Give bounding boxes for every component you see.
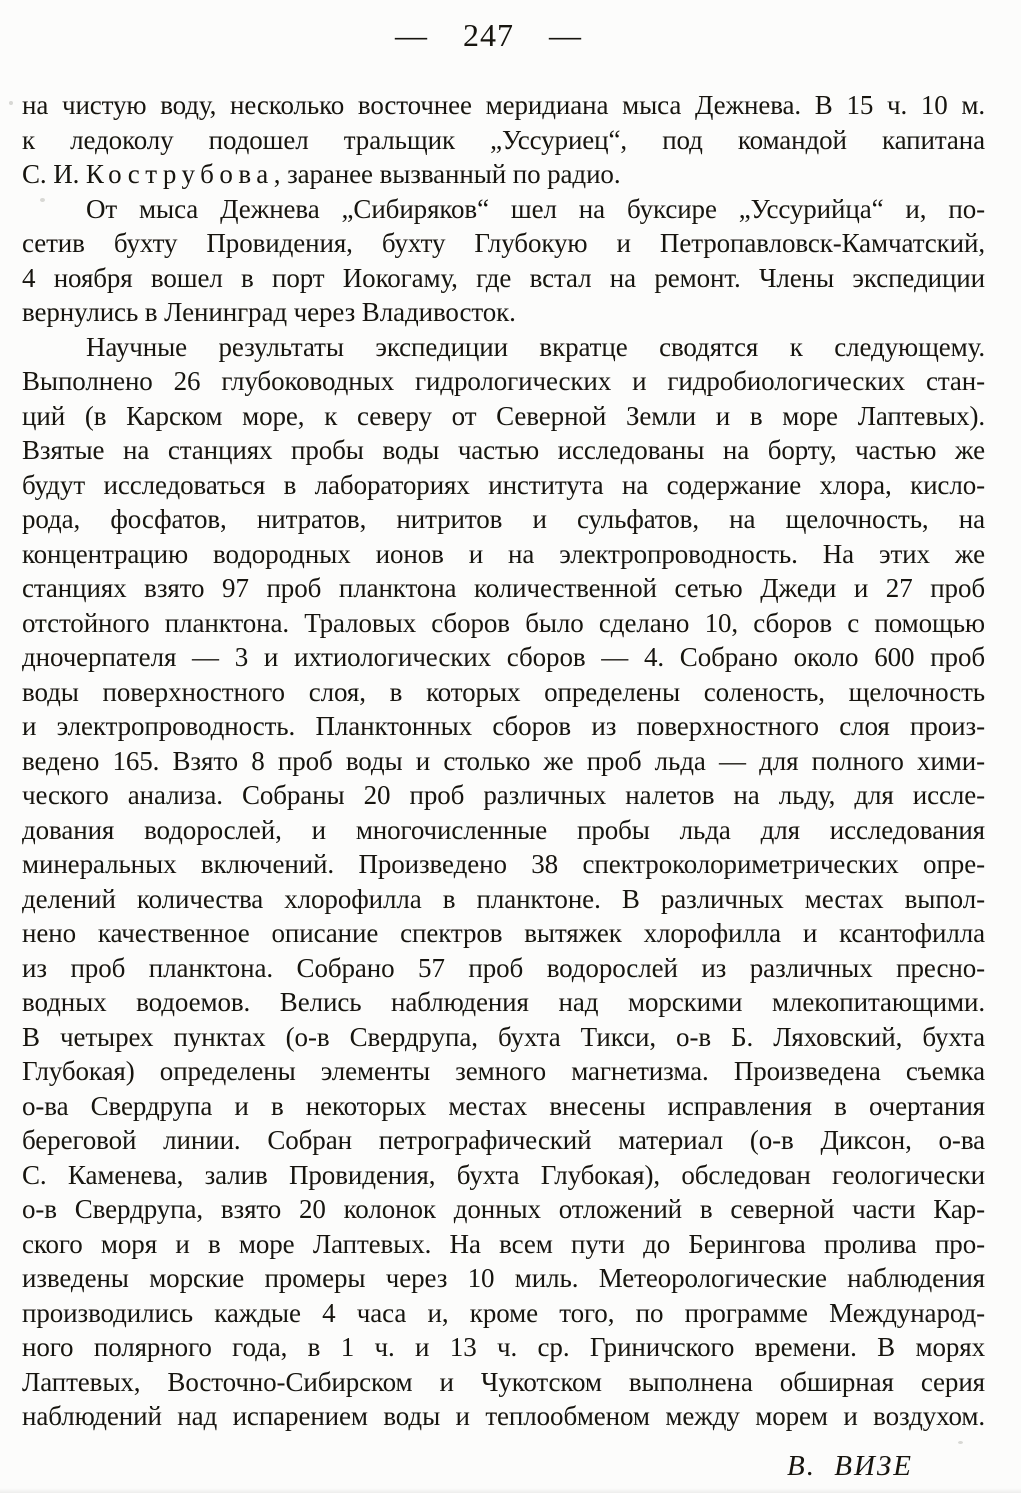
text-body [22, 88, 985, 1434]
text-line-p2-2: сетив бухту Провидения, бухту Глубокую и Петропавловск-Камчатский, [22, 228, 985, 258]
text-line-p3-23: о-ва Свердрупа и в некоторых местах внесены исправления в очертания [22, 1090, 985, 1121]
text-line-p3-14: ческого анализа. Собраны 20 проб различных налетов на льду, для иссле- [22, 780, 985, 810]
text-line-p3-21: В четырех пунктах (о-в Свердрупа, бухта Тикси, о-в Б. Ляховский, бухта [22, 1021, 985, 1052]
scan-speck [958, 1441, 963, 1444]
text-line-p3-30: ного полярного года, в 1 ч. и 13 ч. ср. Гриничского времени. В морях [22, 1332, 985, 1362]
text-line-p3-15: дования водорослей, и многочисленные пробы льда для исследования [22, 814, 985, 845]
text-line-p3-11: воды поверхностного слоя, в которых определены соленость, щелочность [22, 676, 985, 707]
text-line-p3-12: и электропроводность. Планктонных сборов из поверхностного слоя произ- [22, 711, 985, 741]
text-line-p3-19: из проб планктона. Собрано 57 проб водорослей из различных пресно- [22, 952, 985, 983]
scan-speck [9, 101, 13, 105]
text-line-p1-2: к ледоколу подошел тральщик „Уссуриец“, под командой капитана [22, 124, 985, 155]
letterspaced-name: Кострубова [85, 159, 274, 189]
text-line-p1-3: С. И. Кострубова, заранее вызванный по радио. [22, 159, 621, 189]
text-line-p3-4: Взятые на станциях пробы воды частью исследованы на борту, частью же [22, 435, 985, 465]
author-signature: В. ВИЗЕ [787, 1449, 913, 1482]
page-number-header: — 247 — [395, 17, 582, 53]
text-line-p3-3: ций (в Карском море, к северу от Северной Земли и в море Лаптевых). [22, 400, 985, 431]
text-line-p2-4: вернулись в Ленинград через Владивосток. [22, 297, 516, 327]
text-line-p3-26: о-в Свердрупа, взято 20 колонок донных отложений в северной части Кар- [22, 1194, 985, 1224]
text-line-p1-1: на чистую воду, несколько восточнее меридиана мыса Дежнева. В 15 ч. 10 м. [22, 90, 985, 120]
text-line-p3-13: ведено 165. Взято 8 проб воды и столько же проб льда — для полного хими- [22, 745, 985, 776]
text-line-p3-6: рода, фосфатов, нитратов, нитритов и сульфатов, на щелочность, на [22, 504, 985, 534]
text-line-p3-29: производились каждые 4 часа и, кроме того, по программе Международ- [22, 1297, 985, 1328]
text-line-p3-16: минеральных включений. Произведено 38 спектроколориметрических опре- [22, 849, 985, 879]
scan-speck [40, 198, 45, 202]
text-line-p3-31: Лаптевых, Восточно-Сибирском и Чукотском выполнена обширная серия [22, 1366, 985, 1397]
text-line-p3-28: изведены морские промеры через 10 миль. Метеорологические наблюдения [22, 1263, 985, 1293]
text-line-p3-17: делений количества хлорофилла в планктоне. В различных местах выпол- [22, 883, 985, 914]
text-line-p3-7: концентрацию водородных ионов и на электропроводность. На этих же [22, 538, 985, 569]
text-line-p3-20: водных водоемов. Велись наблюдения над морскими млекопитающими. [22, 987, 985, 1017]
text-line-p3-18: нено качественное описание спектров вытяжек хлорофилла и ксантофилла [22, 918, 985, 948]
text-line-p3-27: ского моря и в море Лаптевых. На всем пути до Берингова пролива про- [22, 1228, 985, 1259]
text-line-p3-9: отстойного планктона. Траловых сборов было сделано 10, сборов с помощью [22, 607, 985, 638]
text-line-p3-32: наблюдений над испарением воды и теплообменом между морем и воздухом. [22, 1401, 985, 1431]
text-line-p3-1: Научные результаты экспедиции вкратце сводятся к следующему. [86, 331, 985, 362]
text-line-p3-25: С. Каменева, залив Провидения, бухта Глубокая), обследован геологически [22, 1159, 985, 1190]
text-line-p2-1: От мыса Дежнева „Сибиряков“ шел на буксире „Уссурийца“ и, по- [86, 193, 985, 224]
text-line-p3-22: Глубокая) определены элементы земного магнетизма. Произведена съемка [22, 1056, 985, 1086]
text-line-p3-5: будут исследоваться в лабораториях института на содержание хлора, кисло- [22, 469, 985, 500]
text-line-p2-3: 4 ноября вошел в порт Иокогаму, где встал на ремонт. Члены экспедиции [22, 262, 985, 293]
text-line-p3-8: станциях взято 97 проб планктона количественной сетью Джеди и 27 проб [22, 573, 985, 603]
text-line-p3-10: дночерпателя — 3 и ихтиологических сборов — 4. Собрано около 600 проб [22, 642, 985, 672]
text-line-p3-2: Выполнено 26 глубоководных гидрологических и гидробиологических стан- [22, 366, 985, 396]
text-line-p3-24: береговой линии. Собран петрографический материал (о-в Диксон, о-ва [22, 1125, 985, 1155]
